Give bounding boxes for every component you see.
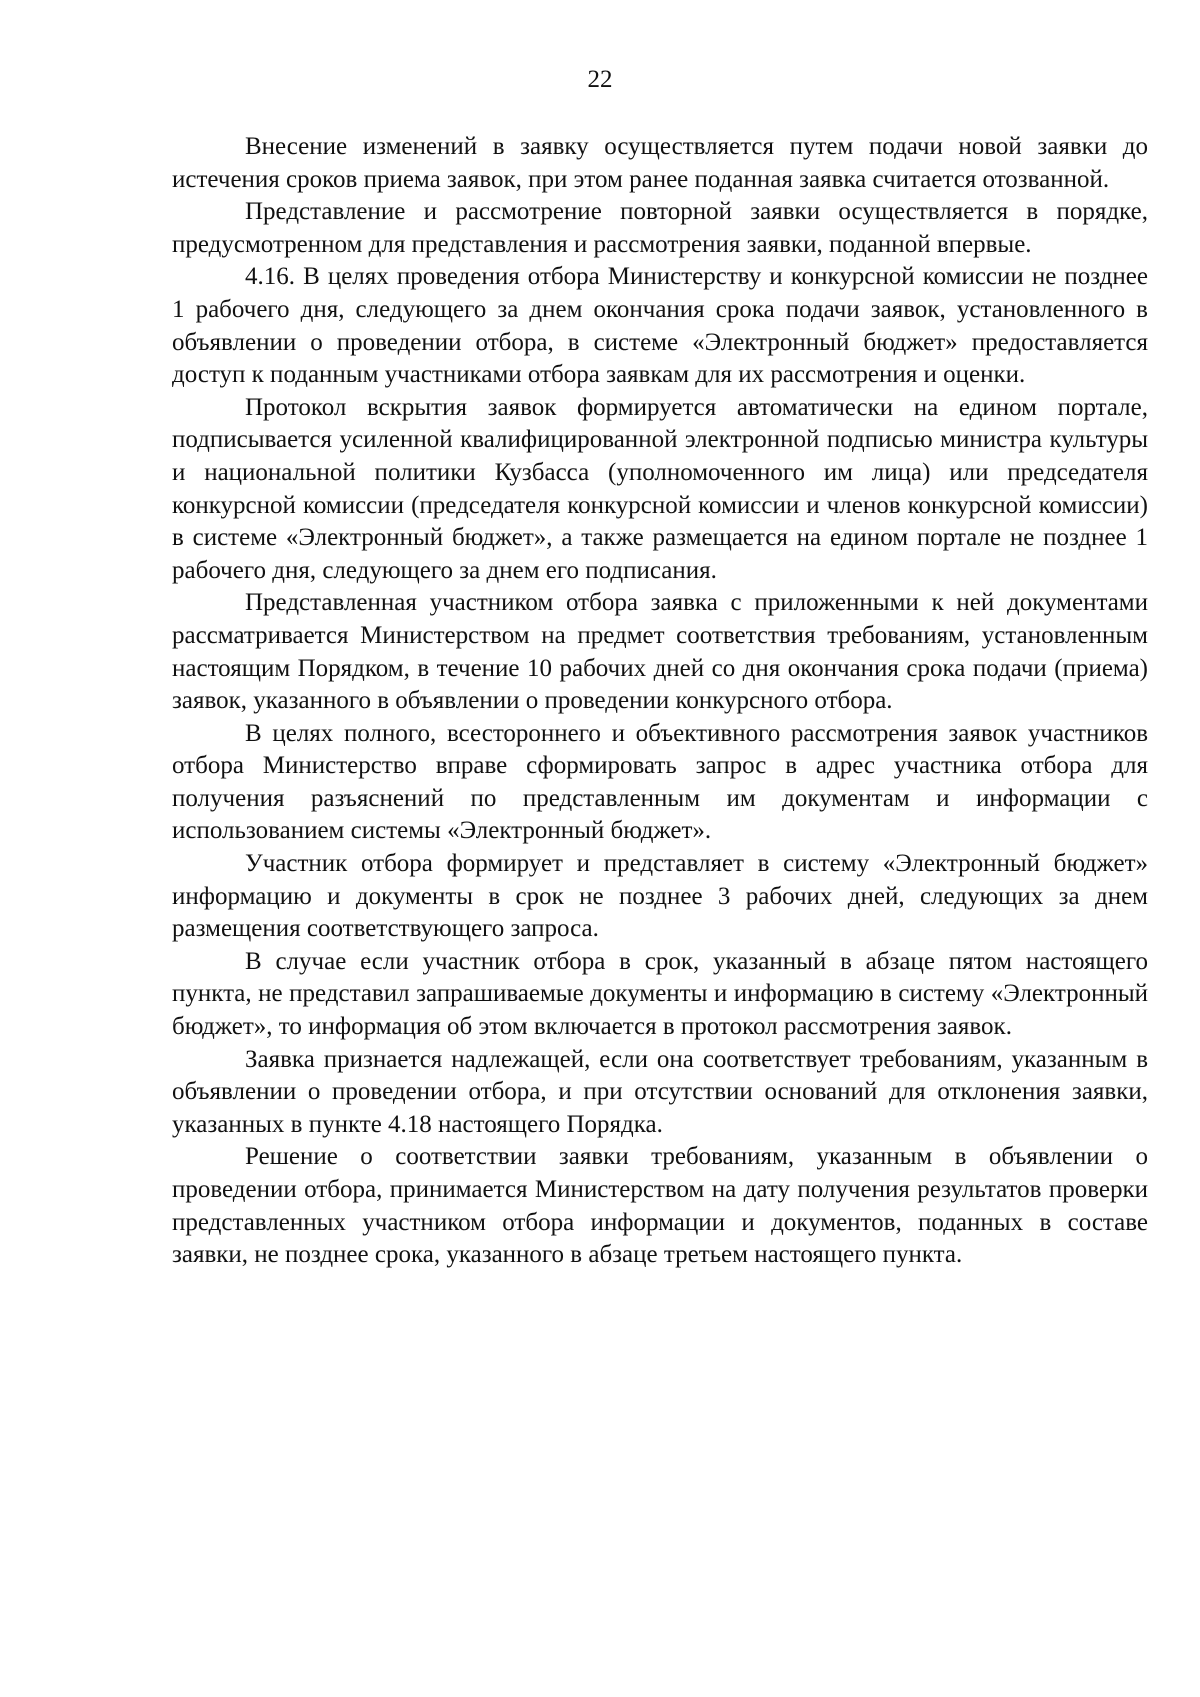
paragraph-review-period: Представленная участником отбора заявка с приложенными к ней документами рассматривается Министерством на предмет соответствия требованиям, установленным настоящим Порядком, в течение 10 рабочих дней со дня окончания срока подачи (приема) заявок, указанного в объявлении о проведении конкурсного отбора. [172, 589, 1148, 715]
paragraph-missing-documents: В случае если участник отбора в срок, указанный в абзаце пятом настоящего пункта, не представил запрашиваемые документы и информацию в систему «Электронный бюджет», то информация об этом включается в протокол рассмотрения заявок. [172, 947, 1148, 1041]
document-body [172, 131, 1148, 1272]
paragraph-clarification-request: В целях полного, всестороннего и объективного рассмотрения заявок участников отбора Министерство вправе сформировать запрос в адрес участника отбора для получения разъяснений по представленным им документам и информации с использованием системы «Электронный бюджет». [172, 719, 1148, 845]
paragraph-amendment: Внесение изменений в заявку осуществляется путем подачи новой заявки до истечения сроков приема заявок, при этом ранее поданная заявка считается отозванной. [172, 133, 1148, 193]
paragraph-compliance-decision: Решение о соответствии заявки требованиям, указанным в объявлении о проведении отбора, принимается Министерством на дату получения результатов проверки представленных участником отбора информации и документов, поданных в составе заявки, не позднее срока, указанного в абзаце третьем настоящего пункта. [172, 1143, 1148, 1269]
page-number: 22 [587, 66, 613, 93]
paragraph-repeat-application: Представление и рассмотрение повторной заявки осуществляется в порядке, предусмотренном для представления и рассмотрения заявки, поданной впервые. [172, 198, 1148, 258]
paragraph-proper-application: Заявка признается надлежащей, если она соответствует требованиям, указанным в объявлении о проведении отбора, и при отсутствии оснований для отклонения заявки, указанных в пункте 4.18 настоящего Порядка. [172, 1045, 1148, 1138]
paragraph-response-deadline: Участник отбора формирует и представляет в систему «Электронный бюджет» информацию и документы в срок не позднее 3 рабочих дней, следующих за днем размещения соответствующего запроса. [172, 850, 1148, 943]
paragraph-4-16: 4.16. В целях проведения отбора Министерству и конкурсной комиссии не позднее 1 рабочего дня, следующего за днем окончания срока подачи заявок, установленного в объявлении о проведении отбора, в системе «Электронный бюджет» предоставляется доступ к поданным участниками отбора заявкам для их рассмотрения и оценки. [172, 263, 1148, 389]
paragraph-opening-protocol: Протокол вскрытия заявок формируется автоматически на едином портале, подписывается усиленной квалифицированной электронной подписью министра культуры и национальной политики Кузбасса (уполномоченного им лица) или председателя конкурсной комиссии (председателя конкурсной комиссии и членов конкурсной комиссии) в системе «Электронный бюджет», а также размещается на едином портале не позднее 1 рабочего дня, следующего за днем его подписания. [172, 393, 1148, 584]
